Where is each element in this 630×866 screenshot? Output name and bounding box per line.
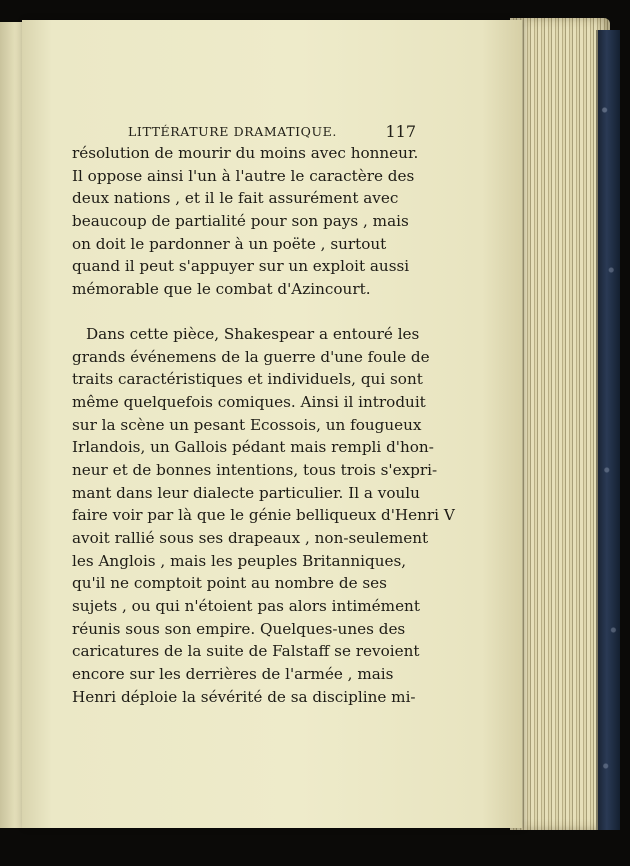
text-line: mant dans leur dialecte particulier. Il a voulu [72, 483, 420, 502]
page-block-edges [510, 18, 610, 830]
text-line: beaucoup de partialité pour son pays , mais [72, 212, 409, 231]
text-line: on doit le pardonner à un poëte , surtout [72, 234, 387, 253]
text-line: sujets , ou qui n'étoient pas alors intimément [72, 597, 420, 616]
text-line: deux nations , et il le fait assurément avec [72, 189, 399, 208]
text-line: quand il peut s'appuyer sur un exploit aussi [72, 257, 410, 276]
text-line: neur et de bonnes intentions, tous trois s'expri- [72, 460, 438, 479]
text-line: traits caractéristiques et individuels, qui sont [72, 370, 423, 389]
book-cover-edge [596, 30, 620, 830]
text-line: Irlandois, un Gallois pédant mais rempli d'hon- [72, 438, 434, 457]
text-line: mémorable que le combat d'Azincourt. [72, 280, 371, 299]
text-line: grands événemens de la guerre d'une foule de [72, 347, 430, 366]
page-number: 117 [385, 122, 416, 141]
book-page [22, 20, 522, 828]
text-line: Henri déploie la sévérité de sa discipline mi- [72, 687, 416, 706]
text-line: Il oppose ainsi l'un à l'autre le caractère des [72, 166, 415, 185]
text-line: sur la scène un pesant Ecossois, un fougueux [72, 415, 422, 434]
text-line: caricatures de la suite de Falstaff se revoient [72, 642, 420, 661]
text-line: Dans cette pièce, Shakespear a entouré les [86, 324, 420, 343]
body-text [72, 142, 455, 709]
text-line: les Anglois , mais les peuples Britanniques, [72, 551, 407, 570]
text-line: faire voir par là que le génie belliqueux d'Henri V [72, 506, 455, 525]
text-line: même quelquefois comiques. Ainsi il introduit [72, 392, 426, 411]
text-line: résolution de mourir du moins avec honneur. [72, 144, 419, 162]
running-title: LITTÉRATURE DRAMATIQUE. [128, 124, 337, 139]
running-head [128, 122, 418, 144]
paragraph [72, 323, 455, 709]
text-line: avoit rallié sous ses drapeaux , non-seulement [72, 529, 429, 547]
paragraph-gap [72, 301, 384, 323]
text-line: réunis sous son empire. Quelques-unes des [72, 619, 406, 638]
text-line: encore sur les derrières de l'armée , mais [72, 665, 394, 684]
text-line: qu'il ne comptoit point au nombre de ses [72, 574, 387, 593]
paragraph [72, 142, 419, 301]
